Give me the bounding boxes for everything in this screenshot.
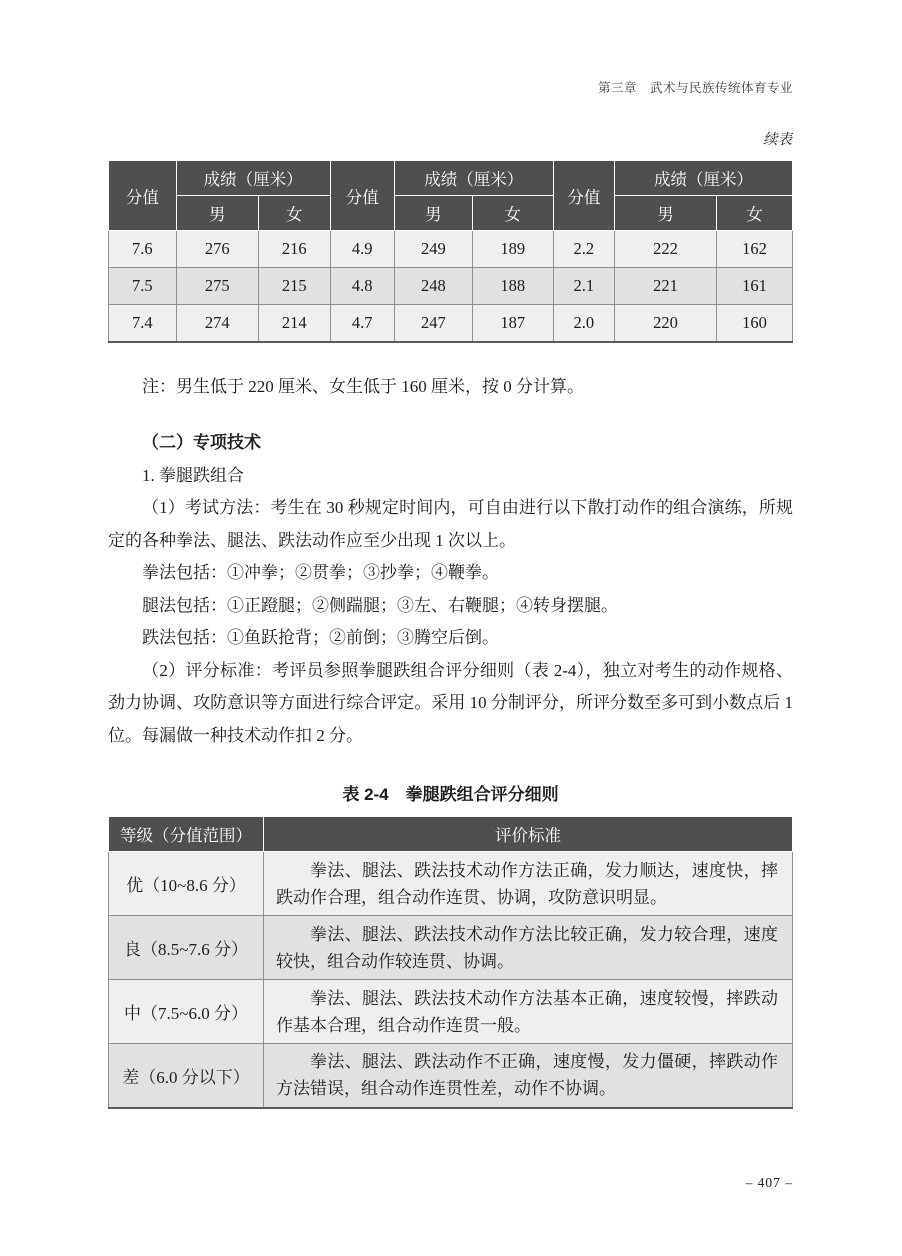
paragraph-scoring-standard: （2）评分标准：考评员参照拳腿跌组合评分细则（表 2-4），独立对考生的动作规格、劲力协调、攻防意识等方面进行综合评定。采用 10 分制评分，所评分数至多可到小数点后 1 位。每漏做一种技术动作扣 2 分。 (108, 660, 793, 745)
criteria-row-poor (109, 1044, 793, 1108)
score-cell: 2.2 (553, 231, 615, 268)
paragraph-fist-techniques: 拳法包括：①冲拳；②贯拳；③抄拳；④鞭拳。 (142, 563, 499, 582)
result-cell-female: 216 (258, 231, 330, 268)
col-header-result: 成绩（厘米） (394, 161, 553, 196)
criteria-cell: 拳法、腿法、跌法动作不正确，速度慢，发力僵硬，摔跌动作方法错误，组合动作连贯性差，动作不协调。 (264, 1044, 793, 1108)
result-cell-male: 274 (176, 305, 258, 342)
score-table-row (109, 305, 793, 342)
score-cell: 4.8 (330, 268, 394, 305)
result-cell-male: 249 (394, 231, 472, 268)
grade-cell: 差（6.0 分以下） (109, 1044, 264, 1108)
col-header-score: 分值 (553, 161, 615, 231)
continued-table-label: 续表 (763, 132, 792, 148)
col-header-male: 男 (615, 196, 717, 231)
result-cell-female: 187 (472, 305, 553, 342)
result-cell-female: 215 (258, 268, 330, 305)
score-cell: 4.7 (330, 305, 394, 342)
criteria-row-medium (109, 980, 793, 1044)
criteria-row-good (109, 916, 793, 980)
col-header-result: 成绩（厘米） (176, 161, 330, 196)
section-subheading: 1. 拳腿跌组合 (142, 465, 244, 485)
criteria-row-excellent (109, 852, 793, 916)
result-cell-female: 214 (258, 305, 330, 342)
score-table-header (109, 161, 793, 231)
result-cell-female: 162 (717, 231, 793, 268)
col-header-criteria: 评价标准 (264, 817, 793, 852)
running-header: 第三章 武术与民族传统体育专业 (597, 81, 793, 95)
grade-cell: 中（7.5~6.0 分） (109, 980, 264, 1044)
result-cell-male: 220 (615, 305, 717, 342)
paragraph-fall-techniques: 跌法包括：①鱼跃抢背；②前倒；③腾空后倒。 (142, 628, 499, 647)
grade-cell: 良（8.5~7.6 分） (109, 916, 264, 980)
score-cell: 2.1 (553, 268, 615, 305)
col-header-female: 女 (472, 196, 553, 231)
result-cell-female: 188 (472, 268, 553, 305)
criteria-table (108, 816, 793, 1109)
criteria-table-header (109, 817, 793, 852)
col-header-male: 男 (394, 196, 472, 231)
result-cell-male: 275 (176, 268, 258, 305)
result-cell-female: 189 (472, 231, 553, 268)
score-cell: 2.0 (553, 305, 615, 342)
criteria-cell: 拳法、腿法、跌法技术动作方法正确，发力顺达，速度快，摔跌动作合理，组合动作连贯、协调，攻防意识明显。 (264, 852, 793, 916)
page-number: – 407 – (745, 1175, 793, 1190)
grade-cell: 优（10~8.6 分） (109, 852, 264, 916)
result-cell-male: 248 (394, 268, 472, 305)
col-header-score: 分值 (109, 161, 177, 231)
col-header-female: 女 (258, 196, 330, 231)
result-cell-female: 161 (717, 268, 793, 305)
score-cell: 4.9 (330, 231, 394, 268)
criteria-cell: 拳法、腿法、跌法技术动作方法基本正确，速度较慢，摔跌动作基本合理，组合动作连贯一般。 (264, 980, 793, 1044)
col-header-score: 分值 (330, 161, 394, 231)
score-table-row (109, 268, 793, 305)
result-cell-male: 276 (176, 231, 258, 268)
result-cell-male: 222 (615, 231, 717, 268)
table-note: 注：男生低于 220 厘米、女生低于 160 厘米，按 0 分计算。 (142, 376, 584, 396)
score-table-row (109, 231, 793, 268)
col-header-male: 男 (176, 196, 258, 231)
score-cell: 7.5 (109, 268, 177, 305)
result-cell-male: 221 (615, 268, 717, 305)
content-area (108, 160, 793, 1109)
score-cell: 7.4 (109, 305, 177, 342)
col-header-female: 女 (717, 196, 793, 231)
score-cell: 7.6 (109, 231, 177, 268)
col-header-grade: 等级（分值范围） (109, 817, 264, 852)
criteria-cell: 拳法、腿法、跌法技术动作方法比较正确，发力较合理，速度较快，组合动作较连贯、协调。 (264, 916, 793, 980)
criteria-table-caption: 表 2-4 拳腿跌组合评分细则 (342, 785, 559, 804)
paragraph-exam-method: （1）考试方法：考生在 30 秒规定时间内，可自由进行以下散打动作的组合演练，所规定的各种拳法、腿法、跌法动作应至少出现 1 次以上。 (108, 498, 793, 550)
result-cell-male: 247 (394, 305, 472, 342)
paragraph-leg-techniques: 腿法包括：①正蹬腿；②侧踹腿；③左、右鞭腿；④转身摆腿。 (142, 595, 618, 615)
score-table (108, 160, 793, 343)
section-heading: （二）专项技术 (142, 433, 261, 452)
col-header-result: 成绩（厘米） (615, 161, 793, 196)
result-cell-female: 160 (717, 305, 793, 342)
